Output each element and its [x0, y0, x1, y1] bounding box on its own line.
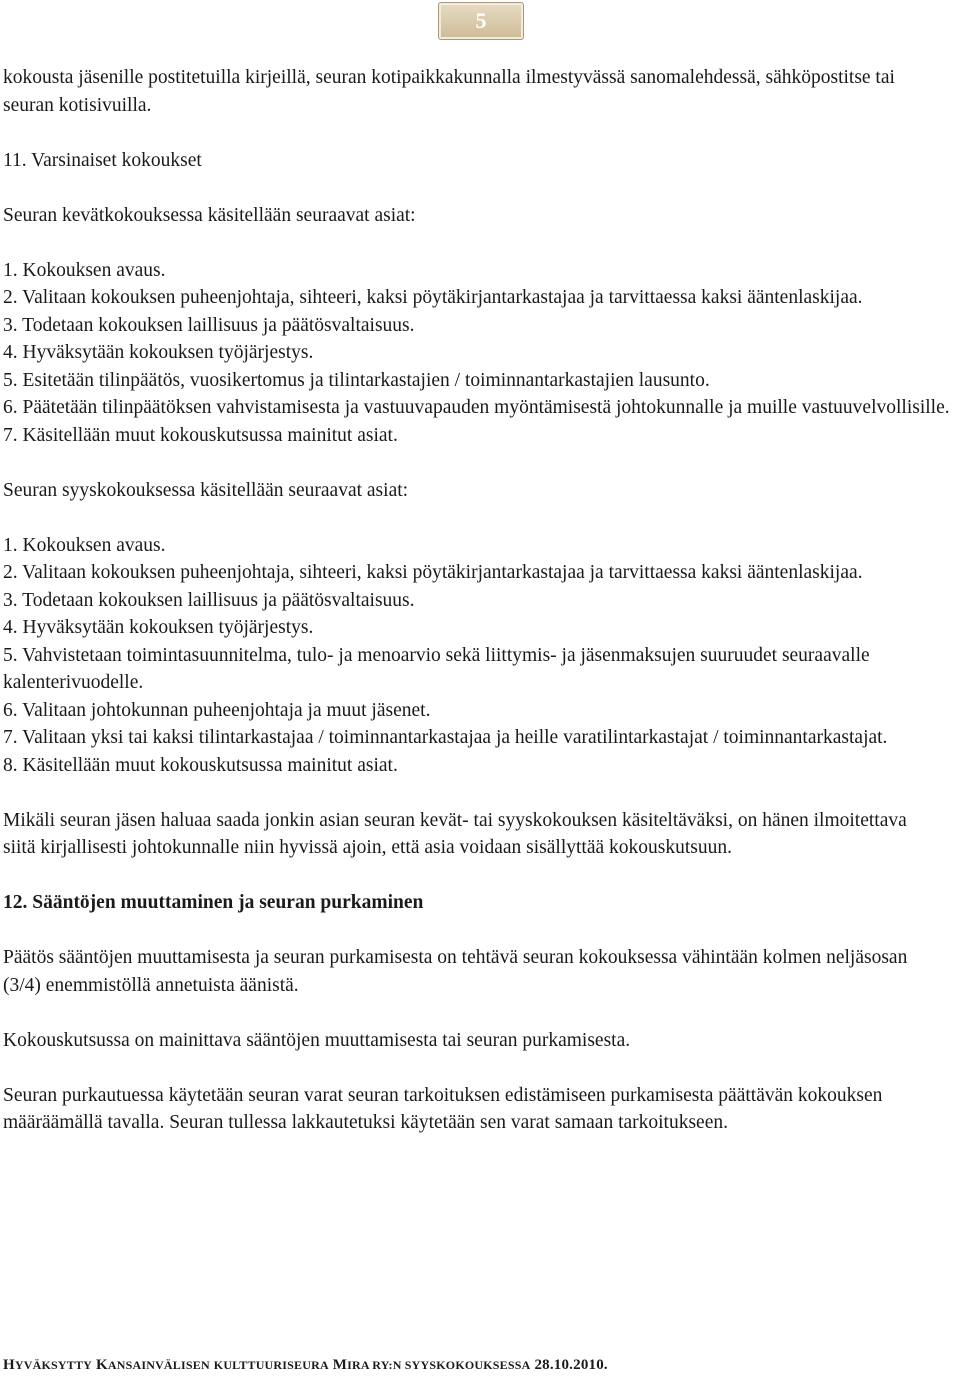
- list-item: 1. Kokouksen avaus.: [3, 259, 166, 281]
- spring-agenda-list: [3, 257, 955, 450]
- section-12-paragraph: Kokouskutsussa on mainittava sääntöjen muuttamisesta tai seuran purkamisesta.: [3, 1029, 631, 1051]
- list-item: 3. Todetaan kokouksen laillisuus ja päätösvaltaisuus.: [3, 314, 415, 336]
- member-motion-paragraph: Mikäli seuran jäsen haluaa saada jonkin asian seuran kevät- tai syyskokouksen käsiteltäväksi, on hänen ilmoitettava siitä kirjallisesti johtokunnalle niin hyvissä ajoin, että asia voidaan sisällyttää kokouskutsuun.: [3, 809, 907, 858]
- section-12-heading: 12. Sääntöjen muuttaminen ja seuran purkaminen: [3, 892, 424, 913]
- list-item: 2. Valitaan kokouksen puheenjohtaja, sihteeri, kaksi pöytäkirjantarkastajaa ja tarvittaessa kaksi ääntenlaskijaa.: [3, 562, 863, 583]
- section-12-paragraph: Päätös sääntöjen muuttamisesta ja seuran purkamisesta on tehtävä seuran kokouksessa vähintään kolmen neljäsosan (3/4) enemmistöllä annetuista äänistä.: [3, 947, 908, 996]
- list-item: 6. Valitaan johtokunnan puheenjohtaja ja muut jäsenet.: [3, 699, 431, 721]
- list-item: 4. Hyväksytään kokouksen työjärjestys.: [3, 617, 314, 638]
- autumn-meeting-heading: Seuran syyskokouksessa käsitellään seuraavat asiat:: [3, 479, 409, 501]
- list-item: 8. Käsitellään muut kokouskutsussa mainitut asiat.: [3, 754, 398, 776]
- spring-meeting-heading: Seuran kevätkokouksessa käsitellään seuraavat asiat:: [3, 204, 416, 226]
- list-item: 5. Vahvistetaan toimintasuunnitelma, tulo- ja menoarvio sekä liittymis- ja jäsenmaksujen suuruudet seuraavalle kalenterivuodelle.: [3, 644, 870, 693]
- document-body: [3, 64, 955, 1137]
- intro-paragraph: kokousta jäsenille postitetuilla kirjeillä, seuran kotipaikkakunnalla ilmestyvässä sanomalehdessä, sähköpostitse tai seuran kotisivuilla.: [3, 67, 895, 116]
- list-item: 7. Valitaan yksi tai kaksi tilintarkastajaa / toiminnantarkastajaa ja heille varatilintarkastajat / toiminnantarkastajat.: [3, 727, 888, 748]
- list-item: 3. Todetaan kokouksen laillisuus ja päätösvaltaisuus.: [3, 589, 415, 611]
- footer-date: 28.10.2010.: [534, 1357, 608, 1373]
- list-item: 4. Hyväksytään kokouksen työjärjestys.: [3, 342, 314, 363]
- list-item: 5. Esitetään tilinpäätös, vuosikertomus ja tilintarkastajien / toiminnantarkastajien lausunto.: [3, 369, 710, 391]
- list-item: 2. Valitaan kokouksen puheenjohtaja, sihteeri, kaksi pöytäkirjantarkastajaa ja tarvittaessa kaksi ääntenlaskijaa.: [3, 287, 863, 308]
- autumn-agenda-list: [3, 532, 955, 780]
- list-item: 7. Käsitellään muut kokouskutsussa mainitut asiat.: [3, 424, 398, 446]
- section-12-paragraph: Seuran purkautuessa käytetään seuran varat seuran tarkoituksen edistämiseen purkamisesta päättävän kokouksen määräämällä tavalla. Seuran tullessa lakkautetuksi käytetään sen varat samaan tarkoitukseen.: [3, 1084, 883, 1133]
- section-11-heading: 11. Varsinaiset kokoukset: [3, 149, 202, 171]
- footer-approval-note: HYVÄKSYTTY KANSAINVÄLISEN KULTTUURISEURA MIRA RY:N SYYSKOKOUKSESSA 28.10.2010.: [3, 1357, 608, 1373]
- list-item: 1. Kokouksen avaus.: [3, 534, 166, 556]
- page-number-badge: 5: [438, 2, 524, 40]
- list-item: 6. Päätetään tilinpäätöksen vahvistamisesta ja vastuuvapauden myöntämisestä johtokunnalle ja muille vastuuvelvollisille.: [3, 397, 950, 418]
